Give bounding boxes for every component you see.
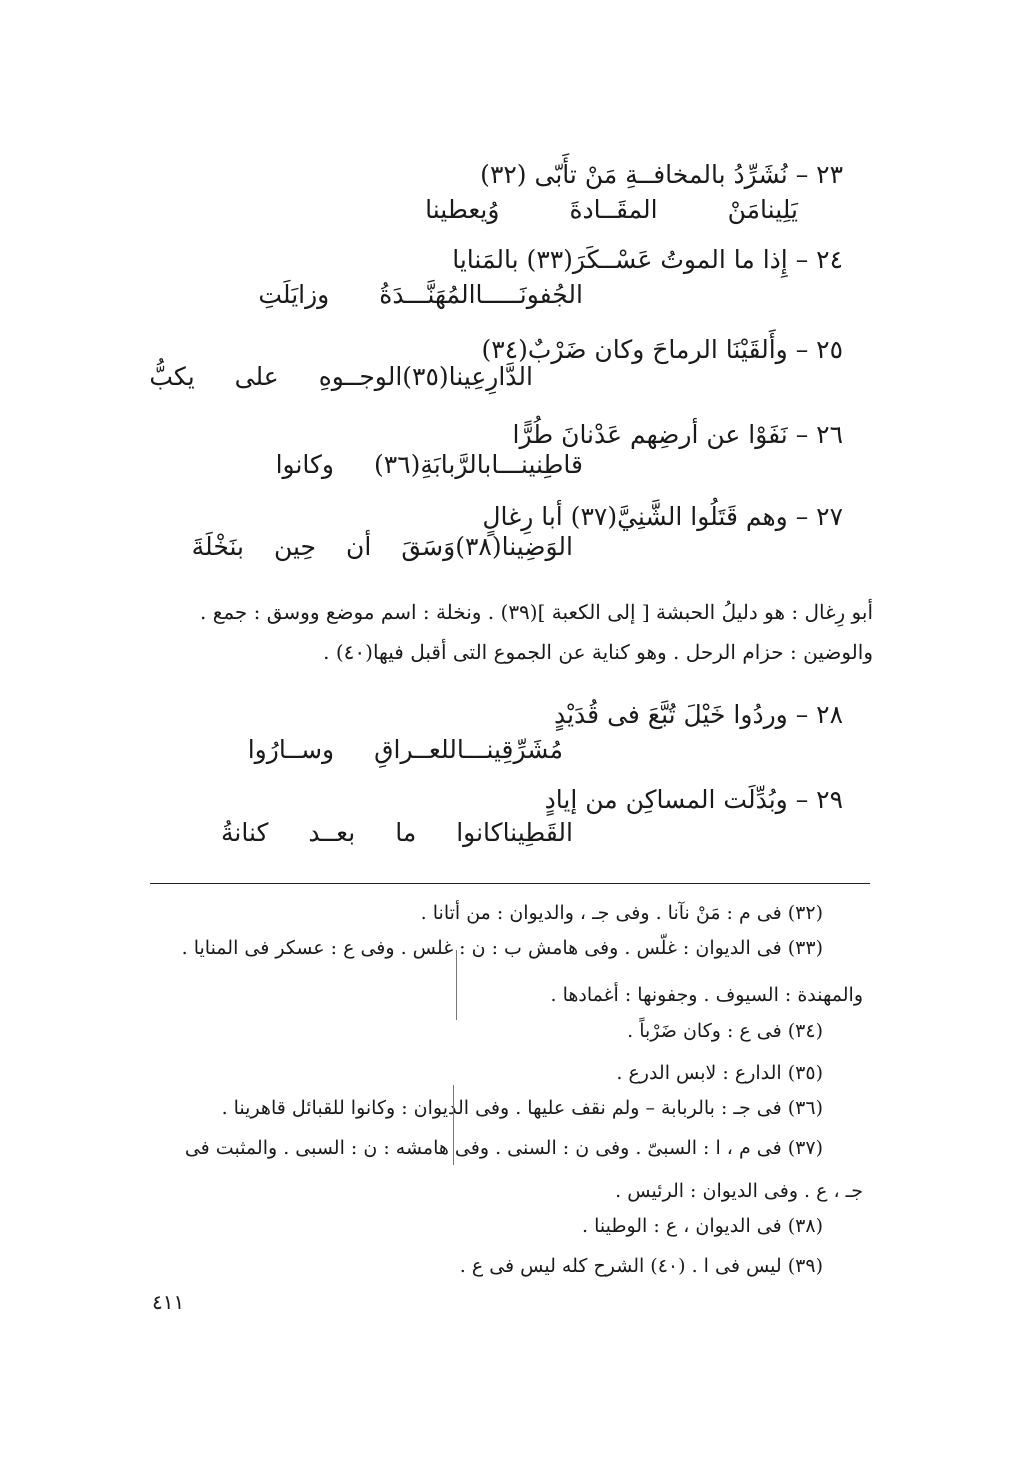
footnote-35: (٣٥) الدارع : لابس الدرع . [616, 1062, 823, 1084]
scan-mark [456, 950, 457, 1020]
scan-mark [453, 1085, 454, 1165]
verse-word: مَنْ [727, 195, 761, 224]
footnote-34: (٣٤) فى ع : وكان ضَرْباً . [627, 1020, 823, 1042]
verse-hemistich: وردُوا خَيْلَ تُبَّعَ فى قُدَيْدٍ [553, 700, 788, 729]
verse-number: ٢٨ – [795, 700, 843, 729]
verse-26-second [236, 450, 583, 479]
verse-hemistich: وبُدِّلَت المساكِن من إيادٍ [544, 785, 788, 814]
verse-word: للعــراقِ [374, 735, 457, 764]
verse-word: الوجــوهِ [318, 362, 403, 391]
commentary-line-2: والوضين : حزام الرحل . وهو كناية عن الجموع التى أقبل فيها(٤٠) . [323, 640, 873, 664]
verse-word: المُهَنَّـــدَةُ [379, 280, 476, 309]
verse-word: بالرَّبابَةِ(٣٦) [374, 450, 492, 479]
verse-28-second [208, 735, 563, 764]
verse-word: وكانوا [275, 450, 334, 479]
footnote-separator [150, 883, 870, 884]
verse-word: وزايَلَتِ [258, 280, 330, 309]
footnote-37: (٣٧) فى م ، ا : السبىّ . وفى ن : السنى . وفى هامشه : ن : السبى . والمثبت فى [184, 1137, 823, 1159]
verse-word: على [234, 362, 279, 391]
verse-word: كانوا [456, 818, 503, 847]
verse-word: وَسَقَ [401, 532, 456, 561]
verse-word: يكبُّ [149, 362, 195, 391]
verse-number: ٢٤ – [795, 245, 843, 274]
verse-25-first [482, 335, 843, 364]
verse-28-first [554, 700, 843, 729]
verse-29-second [181, 818, 573, 847]
verse-26-first [513, 420, 844, 449]
footnote-33-continued: والمهندة : السيوف . وجفونها : أغمادها . [550, 984, 863, 1006]
verse-word: الدَّارِعِينا(٣٥) [402, 362, 533, 391]
footnote-32: (٣٢) فى م : مَنْ نآنا . وفى جـ ، والديوان : من أتانا . [420, 902, 823, 924]
verse-number: ٢٦ – [795, 420, 843, 449]
footnote-36: (٣٦) فى جـ : بالربابة – ولم نقف عليها . وفى الديوان : وكانوا للقبائل قاهرينا . [221, 1097, 823, 1119]
verse-word: الوَضِينا(٣٨) [455, 532, 573, 561]
verse-word: كنانةُ [220, 818, 269, 847]
verse-word: القَطِينا [502, 818, 573, 847]
verse-hemistich: نُشَرِّدُ بالمخافــةِ مَنْ تأَبّى (٣٢) [480, 160, 788, 189]
footnote-33: (٣٣) فى الديوان : غلّس . وفى هامش ب : ن : غلس . وفى ع : عسكر فى المنايا . [181, 937, 823, 959]
verse-number: ٢٩ – [795, 785, 843, 814]
commentary-line-1: أبو رِغال : هو دليلُ الحبشة [ إلى الكعبة ](٣٩) . ونخلة : اسم موضع ووسق : جمع . [200, 600, 873, 624]
verse-word: ما [395, 818, 417, 847]
verse-word: حِين [273, 532, 317, 561]
verse-27-second [162, 532, 573, 561]
footnote-37-continued: جـ ، ع . وفى الديوان : الرئيس . [615, 1180, 863, 1202]
verse-word: وســارُوا [247, 735, 335, 764]
verse-24-first [452, 245, 843, 274]
verse-word: وُيعطينا [425, 195, 500, 224]
verse-hemistich: نَفَوْا عن أرضِهم عَدْنانَ طُرًّا [512, 420, 788, 449]
footnote-38: (٣٨) فى الديوان ، ع : الوطينا . [582, 1215, 823, 1237]
verse-word: أن [346, 532, 372, 561]
verse-number: ٢٥ – [795, 335, 843, 364]
verse-27-first [482, 502, 843, 531]
verse-hemistich: وهم قَتَلُوا الشَّنِيَّ(٣٧) أبا رِغالٍ [482, 502, 788, 531]
verse-word: يَلِينا [760, 195, 798, 224]
verse-24-second [183, 280, 583, 309]
verse-25-second [109, 362, 533, 391]
verse-23-first [480, 160, 843, 189]
verse-hemistich: وأَلقَيْنَا الرماحَ وكان ضَرْبٌ(٣٤) [481, 335, 788, 364]
verse-hemistich: إِذا ما الموتُ عَسْــكَرَ(٣٣) بالمَنايا [452, 245, 788, 274]
verse-word: مُشَرِّقِينـــا [456, 735, 563, 764]
verse-23-second [335, 195, 798, 224]
page-number: ٤١١ [152, 1290, 185, 1314]
verse-word: بنَخْلَةَ [191, 532, 244, 561]
verse-29-first [545, 785, 843, 814]
verse-word: بعــد [308, 818, 356, 847]
verse-number: ٢٣ – [795, 160, 843, 189]
verse-word: المقَــادةَ [569, 195, 658, 224]
verse-word: قاطِنينـــا [491, 450, 583, 479]
verse-number: ٢٧ – [795, 502, 843, 531]
footnote-39-40: (٣٩) ليس فى ا . (٤٠) الشرح كله ليس فى ع . [459, 1255, 823, 1277]
verse-word: الجُفونَـــــا [475, 280, 583, 309]
